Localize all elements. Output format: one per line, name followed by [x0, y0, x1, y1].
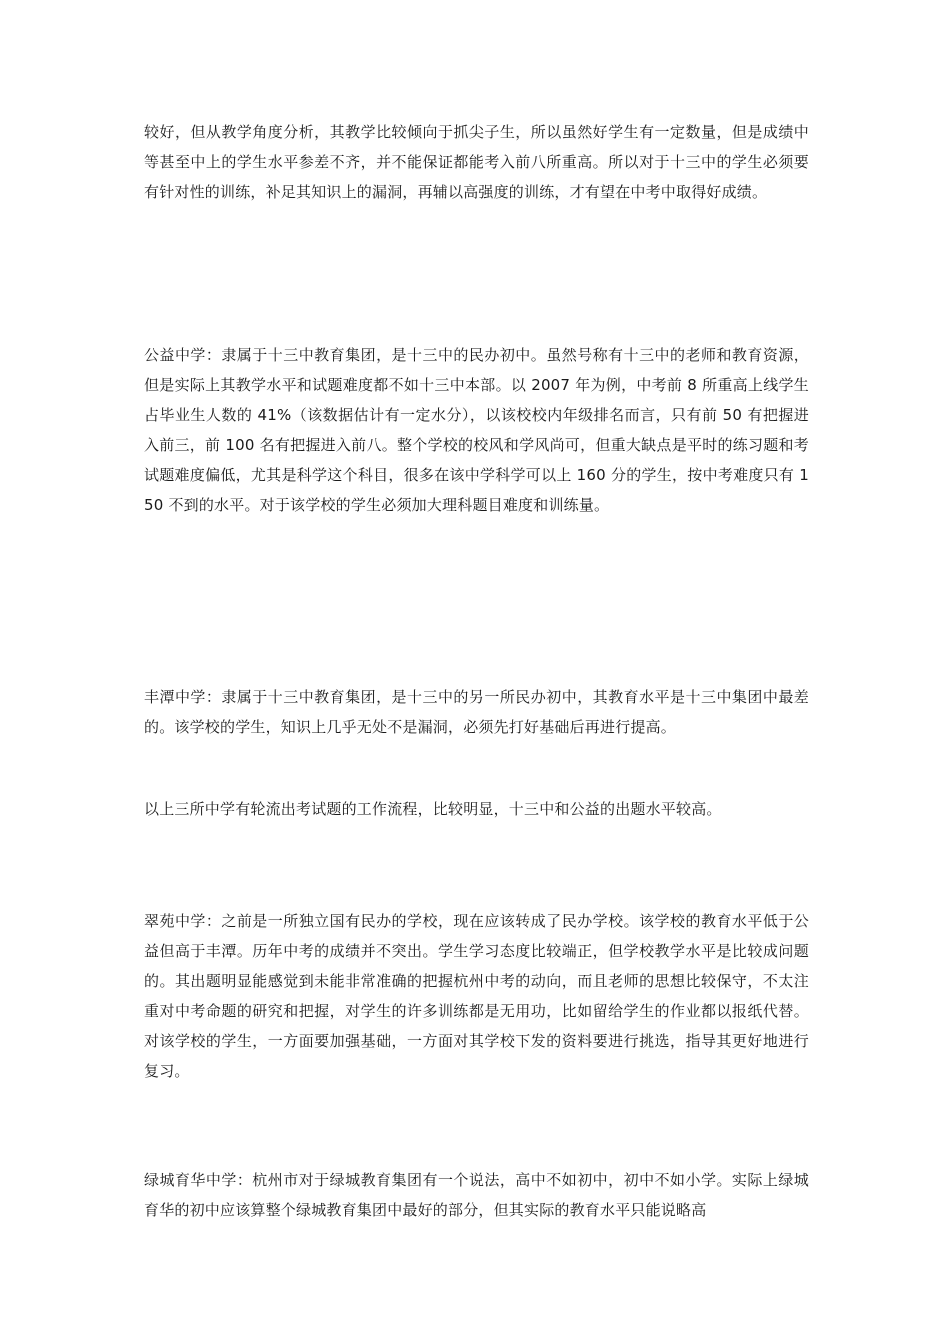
paragraph-lvcheng-yuhua-school: 绿城育华中学：杭州市对于绿城教育集团有一个说法，高中不如初中，初中不如小学。实际上绿城育华的初中应该算整个绿城教育集团中最好的部分，但其实际的教育水平只能说略高 [144, 1171, 809, 1219]
paragraph-cuiyuan-school: 翠苑中学：之前是一所独立国有民办的学校，现在应该转成了民办学校。该学校的教育水平低于公益但高于丰潭。历年中考的成绩并不突出。学生学习态度比较端正，但学校教学水平是比较成问题的。其出题明显能感觉到未能非常准确的把握杭州中考的动向，而且老师的思想比较保守，不太注重对中考命题的研究和把握，对学生的许多训练都是无用功，比如留给学生的作业都以报纸代替。对该学校的学生，一方面要加强基础，一方面对其学校下发的资料要进行挑选，指导其更好地进行复习。 [144, 912, 809, 1080]
paragraph-exam-rotation-note: 以上三所中学有轮流出考试题的工作流程，比较明显，十三中和公益的出题水平较高。 [144, 800, 722, 818]
paragraph-gongyi-school: 公益中学：隶属于十三中教育集团，是十三中的民办初中。虽然号称有十三中的老师和教育资源，但是实际上其教学水平和试题难度都不如十三中本部。以 2007 年为例，中考前 8 所重高上线学生占毕业生人数的 41%（该数据估计有一定水分），以该校校内年级排名而言，只有前 50 有把握进入前三，前 100 名有把握进入前八。整个学校的校风和学风尚可，但重大缺点是平时的练习题和考试题难度偏低，尤其是科学这个科目，很多在该中学科学可以上 160 分的学生，按中考难度只有 150 不到的水平。对于该学校的学生必须加大理科题目难度和训练量。 [144, 346, 809, 514]
paragraph-fengtan-school: 丰潭中学：隶属于十三中教育集团，是十三中的另一所民办初中，其教育水平是十三中集团中最差的。该学校的学生，知识上几乎无处不是漏洞，必须先打好基础后再进行提高。 [144, 688, 809, 736]
paragraph-shisanzhong-continued: 较好，但从教学角度分析，其教学比较倾向于抓尖子生，所以虽然好学生有一定数量，但是成绩中等甚至中上的学生水平参差不齐，并不能保证都能考入前八所重高。所以对于十三中的学生必须要有针对性的训练，补足其知识上的漏洞，再辅以高强度的训练，才有望在中考中取得好成绩。 [144, 123, 809, 201]
